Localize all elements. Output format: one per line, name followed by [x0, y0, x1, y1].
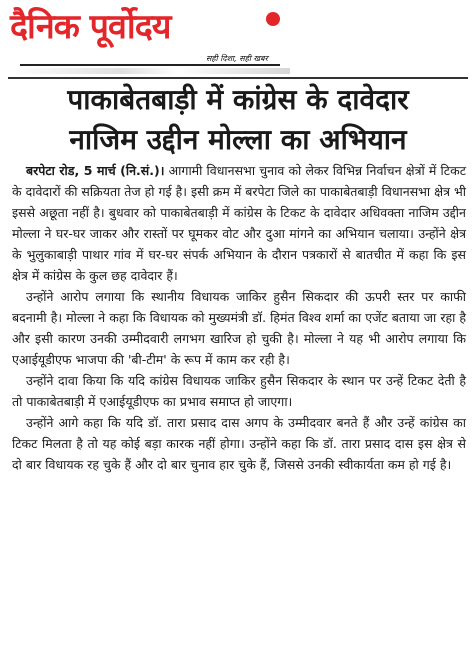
newspaper-logo: दैनिक पूर्वोदय — [10, 7, 171, 47]
article-paragraph-1 — [12, 160, 466, 286]
article-body — [12, 160, 466, 475]
newspaper-tagline: सही दिशा, सही खबर — [206, 54, 268, 63]
dateline: बरपेटा रोड, 5 मार्च (नि.सं.)। — [26, 163, 165, 178]
article-headline — [8, 80, 468, 160]
paragraph-text: आगामी विधानसभा चुनाव को लेकर विभिन्न निर्वाचन क्षेत्रों में टिकट के दावेदारों की सक्रियता तेज हो गई है। इसी क्रम में बरपेटा जिले का पाकाबेतबाड़ी विधानसभा क्षेत्र भी इससे अछूता नहीं है। बुधवार को पाकाबेतबाड़ी में कांग्रेस के टिकट के दावेदार अधिवक्ता नाजिम उद्दीन मोल्ला ने घर-घर जाकर और रास्तों पर घूमकर वोट और दुआ मांगने का अभियान चलाया। उन्होंने क्षेत्र के भुलुकाबाड़ी पाथार गांव में घर-घर संपर्क अभियान के दौरान पत्रकारों से बातचीत में कहा कि इस क्षेत्र में कांग्रेस के कुल छह दावेदार हैं। — [12, 163, 466, 283]
masthead-rule — [20, 64, 280, 66]
article-paragraph-2: उन्होंने आरोप लगाया कि स्थानीय विधायक जाकिर हुसैन सिकदार की ऊपरी स्तर पर काफी बदनामी है। मोल्ला ने कहा कि विधायक को मुख्यमंत्री डॉ. हिमंत विश्व शर्मा का एजेंट बताया जा रहा है और इसी कारण उनकी उम्मीदवारी लगभग खारिज हो चुकी है। मोल्ला ने यह भी आरोप लगाया कि एआईयूडीएफ भाजपा की 'बी-टीम' के रूप में काम कर रही है। — [12, 289, 466, 367]
masthead-strip — [10, 68, 290, 74]
headline-line-2: नाजिम उद्दीन मोल्ला का अभियान — [69, 123, 407, 156]
article-top-rule — [8, 77, 468, 79]
headline-line-1: पाकाबेतबाड़ी में कांग्रेस के दावेदार — [67, 83, 409, 116]
logo-dot-icon — [266, 12, 280, 26]
article-paragraph-4: उन्होंने आगे कहा कि यदि डॉ. तारा प्रसाद दास अगप के उम्मीदवार बनते हैं और उन्हें कांग्रेस का टिकट मिलता है तो यह कोई बड़ा कारक नहीं होगा। उन्होंने कहा कि डॉ. तारा प्रसाद दास इस क्षेत्र से दो बार विधायक रह चुके हैं और दो बार चुनाव हार चुके हैं, जिससे उनकी स्वीकार्यता कम हो गई है। — [12, 415, 466, 472]
masthead — [10, 4, 285, 72]
article-paragraph-3: उन्होंने दावा किया कि यदि कांग्रेस विधायक जाकिर हुसैन सिकदार के स्थान पर उन्हें टिकट देती है तो पाकाबेतबाड़ी में एआईयूडीएफ का प्रभाव समाप्त हो जाएगा। — [12, 373, 466, 409]
